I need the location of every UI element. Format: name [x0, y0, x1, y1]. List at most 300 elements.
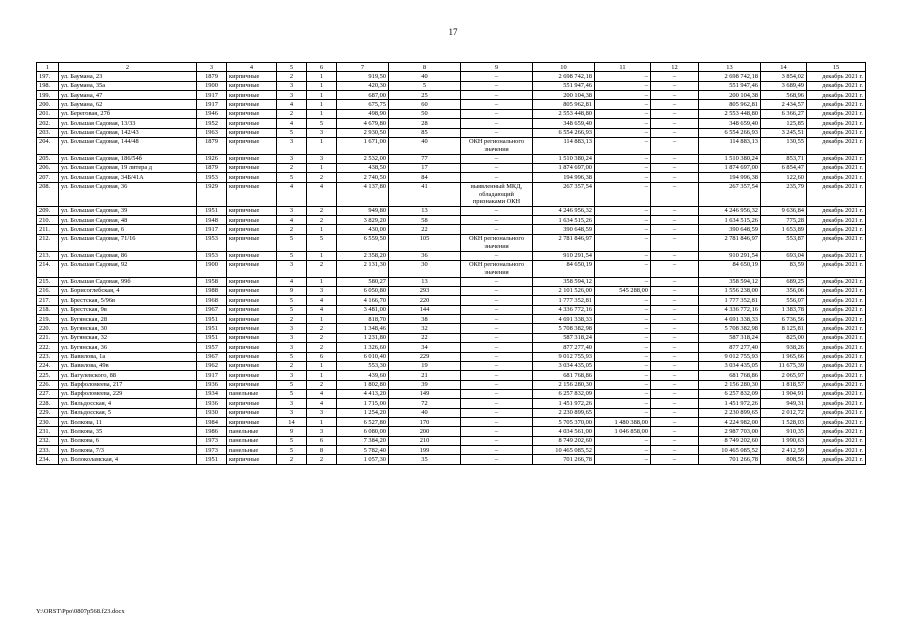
- table-cell: 390 648,59: [533, 225, 595, 234]
- table-cell: 5 782,40: [337, 446, 389, 455]
- table-cell: ул. Большая Садовая, 48: [59, 216, 197, 225]
- table-cell: панельные: [227, 436, 277, 445]
- table-cell: 206.: [37, 163, 59, 172]
- table-cell: 2 156 280,30: [699, 380, 761, 389]
- table-cell: 358 594,12: [699, 277, 761, 286]
- table-cell: 1 231,80: [337, 333, 389, 342]
- table-cell: 5: [277, 389, 307, 398]
- table-cell: 498,90: [337, 109, 389, 118]
- table-cell: 210: [389, 436, 461, 445]
- table-cell: –: [651, 251, 699, 260]
- table-cell: 25: [389, 91, 461, 100]
- table-cell: 1917: [197, 100, 227, 109]
- table-cell: –: [595, 277, 651, 286]
- table-cell: –: [651, 446, 699, 455]
- table-cell: кирпичные: [227, 91, 277, 100]
- table-cell: –: [651, 455, 699, 464]
- table-cell: 568,96: [761, 91, 807, 100]
- table-cell: 234.: [37, 455, 59, 464]
- table-cell: 5 708 382,98: [533, 324, 595, 333]
- table-cell: 1952: [197, 119, 227, 128]
- table-cell: 199.: [37, 91, 59, 100]
- table-cell: –: [461, 380, 533, 389]
- table-cell: –: [595, 91, 651, 100]
- table-cell: –: [461, 371, 533, 380]
- table-cell: –: [595, 225, 651, 234]
- table-cell: –: [461, 154, 533, 163]
- table-cell: 41: [389, 182, 461, 206]
- table-cell: ул. Баумана, 62: [59, 100, 197, 109]
- table-cell: 1934: [197, 389, 227, 398]
- table-cell: ул. Большая Садовая, 13/33: [59, 119, 197, 128]
- table-cell: –: [595, 216, 651, 225]
- table-cell: 2 698 742,18: [699, 72, 761, 81]
- table-row: [37, 408, 866, 417]
- table-cell: –: [595, 234, 651, 251]
- table-cell: 1 634 515,26: [699, 216, 761, 225]
- table-cell: 7 384,20: [337, 436, 389, 445]
- table-cell: 2 065,97: [761, 371, 807, 380]
- table-cell: декабрь 2021 г.: [807, 216, 866, 225]
- table-cell: 5 708 382,98: [699, 324, 761, 333]
- table-cell: 293: [389, 286, 461, 295]
- table-cell: ул. Большая Садовая, 92: [59, 260, 197, 277]
- table-cell: 149: [389, 389, 461, 398]
- table-cell: 228.: [37, 399, 59, 408]
- table-cell: 114 883,13: [699, 137, 761, 154]
- header-cell: 12: [651, 63, 699, 72]
- table-cell: –: [651, 333, 699, 342]
- table-cell: 2: [277, 361, 307, 370]
- table-cell: кирпичные: [227, 216, 277, 225]
- table-row: [37, 427, 866, 436]
- table-cell: 2 358,20: [337, 251, 389, 260]
- table-cell: 1948: [197, 216, 227, 225]
- table-row: [37, 225, 866, 234]
- table-cell: 420,30: [337, 81, 389, 90]
- table-row: [37, 389, 866, 398]
- table-cell: –: [651, 380, 699, 389]
- table-cell: 4 679,80: [337, 119, 389, 128]
- table-cell: 1 556 238,00: [699, 286, 761, 295]
- table-cell: –: [461, 333, 533, 342]
- table-cell: кирпичные: [227, 163, 277, 172]
- table-cell: –: [651, 436, 699, 445]
- table-cell: –: [651, 399, 699, 408]
- table-cell: 3 829,20: [337, 216, 389, 225]
- table-row: [37, 128, 866, 137]
- table-cell: –: [651, 305, 699, 314]
- table-cell: кирпичные: [227, 418, 277, 427]
- table-cell: кирпичные: [227, 225, 277, 234]
- table-cell: 1973: [197, 446, 227, 455]
- table-cell: кирпичные: [227, 173, 277, 182]
- table-cell: декабрь 2021 г.: [807, 182, 866, 206]
- table-cell: 2: [307, 260, 337, 277]
- table-cell: 1951: [197, 333, 227, 342]
- table-cell: 2: [307, 455, 337, 464]
- table-cell: 805 962,81: [533, 100, 595, 109]
- table-cell: 587 318,24: [699, 333, 761, 342]
- header-cell: 2: [59, 63, 197, 72]
- table-cell: 580,27: [337, 277, 389, 286]
- table-cell: –: [595, 109, 651, 118]
- table-cell: декабрь 2021 г.: [807, 100, 866, 109]
- table-row: [37, 206, 866, 215]
- table-cell: кирпичные: [227, 315, 277, 324]
- table-cell: –: [651, 260, 699, 277]
- table-cell: 13: [389, 206, 461, 215]
- page-number: 17: [448, 27, 458, 37]
- table-cell: декабрь 2021 г.: [807, 81, 866, 90]
- table-cell: декабрь 2021 г.: [807, 234, 866, 251]
- table-cell: декабрь 2021 г.: [807, 305, 866, 314]
- table-cell: –: [651, 408, 699, 417]
- table-cell: –: [595, 251, 651, 260]
- table-cell: 4 034 561,00: [533, 427, 595, 436]
- table-cell: 8: [307, 446, 337, 455]
- table-cell: кирпичные: [227, 72, 277, 81]
- table-cell: 1: [307, 225, 337, 234]
- table-cell: декабрь 2021 г.: [807, 206, 866, 215]
- table-cell: –: [461, 324, 533, 333]
- table-cell: 2 930,50: [337, 128, 389, 137]
- table-cell: 203.: [37, 128, 59, 137]
- table-cell: кирпичные: [227, 296, 277, 305]
- table-cell: ул. Большая Садовая, 39: [59, 206, 197, 215]
- table-cell: 1958: [197, 277, 227, 286]
- table-cell: 1 990,63: [761, 436, 807, 445]
- table-cell: 1: [307, 100, 337, 109]
- table-cell: 5: [277, 128, 307, 137]
- table-cell: 430,00: [337, 225, 389, 234]
- table-cell: 1 802,80: [337, 380, 389, 389]
- table-cell: 6: [307, 352, 337, 361]
- table-row: [37, 333, 866, 342]
- table-cell: ОКН регионального значения: [461, 260, 533, 277]
- table-cell: 217.: [37, 296, 59, 305]
- table-cell: 230.: [37, 418, 59, 427]
- table-cell: ул. Большая Садовая, 34Б/41А: [59, 173, 197, 182]
- table-cell: ул. Баумана, 35а: [59, 81, 197, 90]
- table-row: [37, 277, 866, 286]
- table-cell: –: [595, 352, 651, 361]
- header-cell: 9: [461, 63, 533, 72]
- table-cell: 1 653,89: [761, 225, 807, 234]
- table-cell: 1879: [197, 137, 227, 154]
- table-cell: кирпичные: [227, 371, 277, 380]
- table-cell: 77: [389, 154, 461, 163]
- table-cell: 2 101 526,00: [533, 286, 595, 295]
- table-cell: 5: [277, 251, 307, 260]
- table-cell: –: [651, 173, 699, 182]
- table-cell: 2: [277, 315, 307, 324]
- table-cell: декабрь 2021 г.: [807, 408, 866, 417]
- table-cell: 2 781 846,97: [533, 234, 595, 251]
- table-cell: 34: [389, 343, 461, 352]
- table-cell: кирпичные: [227, 100, 277, 109]
- table-cell: –: [461, 389, 533, 398]
- table-cell: –: [595, 137, 651, 154]
- table-cell: 1 715,00: [337, 399, 389, 408]
- table-cell: –: [461, 91, 533, 100]
- table-row: [37, 137, 866, 154]
- table-cell: 3: [277, 137, 307, 154]
- table-cell: 6: [307, 436, 337, 445]
- table-cell: панельные: [227, 427, 277, 436]
- table-cell: 1917: [197, 91, 227, 100]
- table-cell: 4 166,70: [337, 296, 389, 305]
- table-cell: ул. Волкова, 7/3: [59, 446, 197, 455]
- table-cell: ул. Большая Садовая, 6: [59, 225, 197, 234]
- table-cell: декабрь 2021 г.: [807, 418, 866, 427]
- table-cell: –: [461, 408, 533, 417]
- table-cell: 5: [277, 380, 307, 389]
- table-row: [37, 81, 866, 90]
- table-cell: –: [461, 286, 533, 295]
- table-cell: 224.: [37, 361, 59, 370]
- table-cell: 1967: [197, 305, 227, 314]
- table-cell: 5: [307, 119, 337, 128]
- table-cell: декабрь 2021 г.: [807, 296, 866, 305]
- table-cell: –: [651, 109, 699, 118]
- table-cell: декабрь 2021 г.: [807, 119, 866, 128]
- table-cell: 1 965,66: [761, 352, 807, 361]
- table-cell: 2: [307, 216, 337, 225]
- table-cell: 2 412,59: [761, 446, 807, 455]
- table-row: [37, 100, 866, 109]
- table-cell: 2: [307, 206, 337, 215]
- table-cell: –: [461, 305, 533, 314]
- table-cell: –: [595, 408, 651, 417]
- table-cell: ул. Варфоломеева, 229: [59, 389, 197, 398]
- table-cell: 358 594,12: [533, 277, 595, 286]
- table-cell: кирпичные: [227, 260, 277, 277]
- table-row: [37, 315, 866, 324]
- table-cell: 10 465 085,52: [533, 446, 595, 455]
- table-cell: 1 057,30: [337, 455, 389, 464]
- table-cell: 214.: [37, 260, 59, 277]
- table-cell: 4 691 338,33: [699, 315, 761, 324]
- table-cell: 2 698 742,18: [533, 72, 595, 81]
- table-cell: –: [651, 137, 699, 154]
- table-cell: кирпичные: [227, 234, 277, 251]
- table-cell: 9 636,84: [761, 206, 807, 215]
- table-row: [37, 154, 866, 163]
- table-cell: 36: [389, 251, 461, 260]
- table-cell: ул. Вавилова, 1а: [59, 352, 197, 361]
- table-cell: кирпичные: [227, 109, 277, 118]
- table-cell: 553,87: [761, 234, 807, 251]
- table-cell: 3 481,00: [337, 305, 389, 314]
- table-cell: 72: [389, 399, 461, 408]
- table-cell: 84: [389, 173, 461, 182]
- table-cell: –: [595, 315, 651, 324]
- table-cell: 877 277,40: [699, 343, 761, 352]
- table-cell: 1 777 352,81: [533, 296, 595, 305]
- table-cell: ул. Вагулевского, 88: [59, 371, 197, 380]
- table-cell: ул. Баумана, 47: [59, 91, 197, 100]
- table-cell: кирпичные: [227, 182, 277, 206]
- table-cell: ул. Большая Садовая, 71/16: [59, 234, 197, 251]
- table-cell: декабрь 2021 г.: [807, 361, 866, 370]
- header-cell: 10: [533, 63, 595, 72]
- table-cell: –: [651, 352, 699, 361]
- table-cell: –: [651, 163, 699, 172]
- table-cell: –: [461, 352, 533, 361]
- table-cell: 805 962,81: [699, 100, 761, 109]
- table-cell: 2: [277, 72, 307, 81]
- table-cell: 4: [307, 399, 337, 408]
- table-cell: –: [651, 91, 699, 100]
- table-cell: 1 383,78: [761, 305, 807, 314]
- table-cell: –: [651, 216, 699, 225]
- table-row: [37, 163, 866, 172]
- table-cell: –: [651, 206, 699, 215]
- table-cell: 4 336 772,16: [533, 305, 595, 314]
- table-cell: –: [595, 182, 651, 206]
- table-cell: 1: [307, 361, 337, 370]
- table-row: [37, 305, 866, 314]
- table-cell: 4 246 956,32: [699, 206, 761, 215]
- table-cell: 5: [277, 446, 307, 455]
- table-cell: –: [651, 296, 699, 305]
- table-cell: 267 357,54: [699, 182, 761, 206]
- table-cell: –: [461, 436, 533, 445]
- table-cell: –: [651, 324, 699, 333]
- table-cell: 85: [389, 128, 461, 137]
- table-cell: –: [461, 100, 533, 109]
- table-cell: 919,50: [337, 72, 389, 81]
- table-cell: 22: [389, 225, 461, 234]
- table-cell: кирпичные: [227, 286, 277, 295]
- table-row: [37, 296, 866, 305]
- table-cell: 38: [389, 315, 461, 324]
- table-cell: декабрь 2021 г.: [807, 324, 866, 333]
- table-cell: 1900: [197, 81, 227, 90]
- table-cell: 6 554 266,93: [533, 128, 595, 137]
- table-cell: ул. Бугянская, 28: [59, 315, 197, 324]
- table-cell: 687,00: [337, 91, 389, 100]
- table-cell: ул. Борисоглебская, 4: [59, 286, 197, 295]
- table-cell: панельные: [227, 389, 277, 398]
- table-cell: декабрь 2021 г.: [807, 399, 866, 408]
- table-cell: декабрь 2021 г.: [807, 72, 866, 81]
- table-cell: 114 883,13: [533, 137, 595, 154]
- table-cell: 4 336 772,16: [699, 305, 761, 314]
- table-cell: 2 740,50: [337, 173, 389, 182]
- table-cell: –: [595, 305, 651, 314]
- table-cell: 200 104,38: [699, 91, 761, 100]
- table-cell: –: [595, 324, 651, 333]
- table-cell: декабрь 2021 г.: [807, 352, 866, 361]
- table-cell: 1 510 380,24: [533, 154, 595, 163]
- table-cell: 5: [277, 234, 307, 251]
- table-cell: 3: [277, 371, 307, 380]
- table-row: [37, 352, 866, 361]
- table-cell: 3: [277, 324, 307, 333]
- table-cell: 551 947,46: [533, 81, 595, 90]
- table-cell: 1962: [197, 361, 227, 370]
- table-cell: –: [651, 343, 699, 352]
- table-cell: 50: [389, 109, 461, 118]
- table-cell: –: [651, 128, 699, 137]
- table-cell: ул. Бугянская, 32: [59, 333, 197, 342]
- table-cell: –: [461, 206, 533, 215]
- table-cell: –: [595, 333, 651, 342]
- table-cell: 1929: [197, 182, 227, 206]
- table-cell: 910 291,54: [533, 251, 595, 260]
- table-cell: декабрь 2021 г.: [807, 371, 866, 380]
- table-cell: 6 080,00: [337, 427, 389, 436]
- table-cell: 2: [307, 324, 337, 333]
- table-cell: 225.: [37, 371, 59, 380]
- table-cell: –: [651, 225, 699, 234]
- table-cell: 5 705 370,00: [533, 418, 595, 427]
- table-cell: 1951: [197, 206, 227, 215]
- table-cell: 1936: [197, 380, 227, 389]
- table-cell: декабрь 2021 г.: [807, 163, 866, 172]
- table-cell: кирпичные: [227, 81, 277, 90]
- table-cell: 2 434,57: [761, 100, 807, 109]
- table-cell: кирпичные: [227, 361, 277, 370]
- table-cell: 3: [277, 206, 307, 215]
- table-cell: кирпичные: [227, 333, 277, 342]
- table-cell: 144: [389, 305, 461, 314]
- header-cell: 13: [699, 63, 761, 72]
- table-cell: –: [461, 81, 533, 90]
- table-cell: 4: [307, 296, 337, 305]
- table-cell: 348 659,40: [533, 119, 595, 128]
- table-cell: –: [461, 225, 533, 234]
- table-cell: –: [595, 389, 651, 398]
- table-cell: 14: [277, 418, 307, 427]
- table-cell: –: [595, 343, 651, 352]
- table-cell: 1 326,60: [337, 343, 389, 352]
- table-row: [37, 371, 866, 380]
- table-cell: 1: [307, 163, 337, 172]
- table-cell: 202.: [37, 119, 59, 128]
- table-cell: 4: [277, 119, 307, 128]
- table-cell: 209.: [37, 206, 59, 215]
- table-cell: 21: [389, 371, 461, 380]
- table-cell: 232.: [37, 436, 59, 445]
- table-cell: ул. Волкова, 6: [59, 436, 197, 445]
- table-cell: панельные: [227, 446, 277, 455]
- table-cell: ул. Варфоломеева, 217: [59, 380, 197, 389]
- table-cell: 1: [307, 315, 337, 324]
- table-cell: 1 818,57: [761, 380, 807, 389]
- table-cell: 2 156 280,30: [533, 380, 595, 389]
- table-cell: 938,26: [761, 343, 807, 352]
- table-cell: –: [595, 361, 651, 370]
- table-cell: 1957: [197, 343, 227, 352]
- table-cell: ОКН регионального значения: [461, 137, 533, 154]
- table-cell: кирпичные: [227, 343, 277, 352]
- table-cell: 211.: [37, 225, 59, 234]
- table-cell: декабрь 2021 г.: [807, 154, 866, 163]
- table-cell: декабрь 2021 г.: [807, 315, 866, 324]
- header-cell: 11: [595, 63, 651, 72]
- table-cell: 1984: [197, 418, 227, 427]
- table-cell: 2 012,72: [761, 408, 807, 417]
- table-cell: 205.: [37, 154, 59, 163]
- table-cell: 1 451 972,26: [533, 399, 595, 408]
- table-cell: –: [595, 173, 651, 182]
- table-cell: ул. Волоколамская, 4: [59, 455, 197, 464]
- table-cell: кирпичные: [227, 408, 277, 417]
- table-cell: 3: [307, 128, 337, 137]
